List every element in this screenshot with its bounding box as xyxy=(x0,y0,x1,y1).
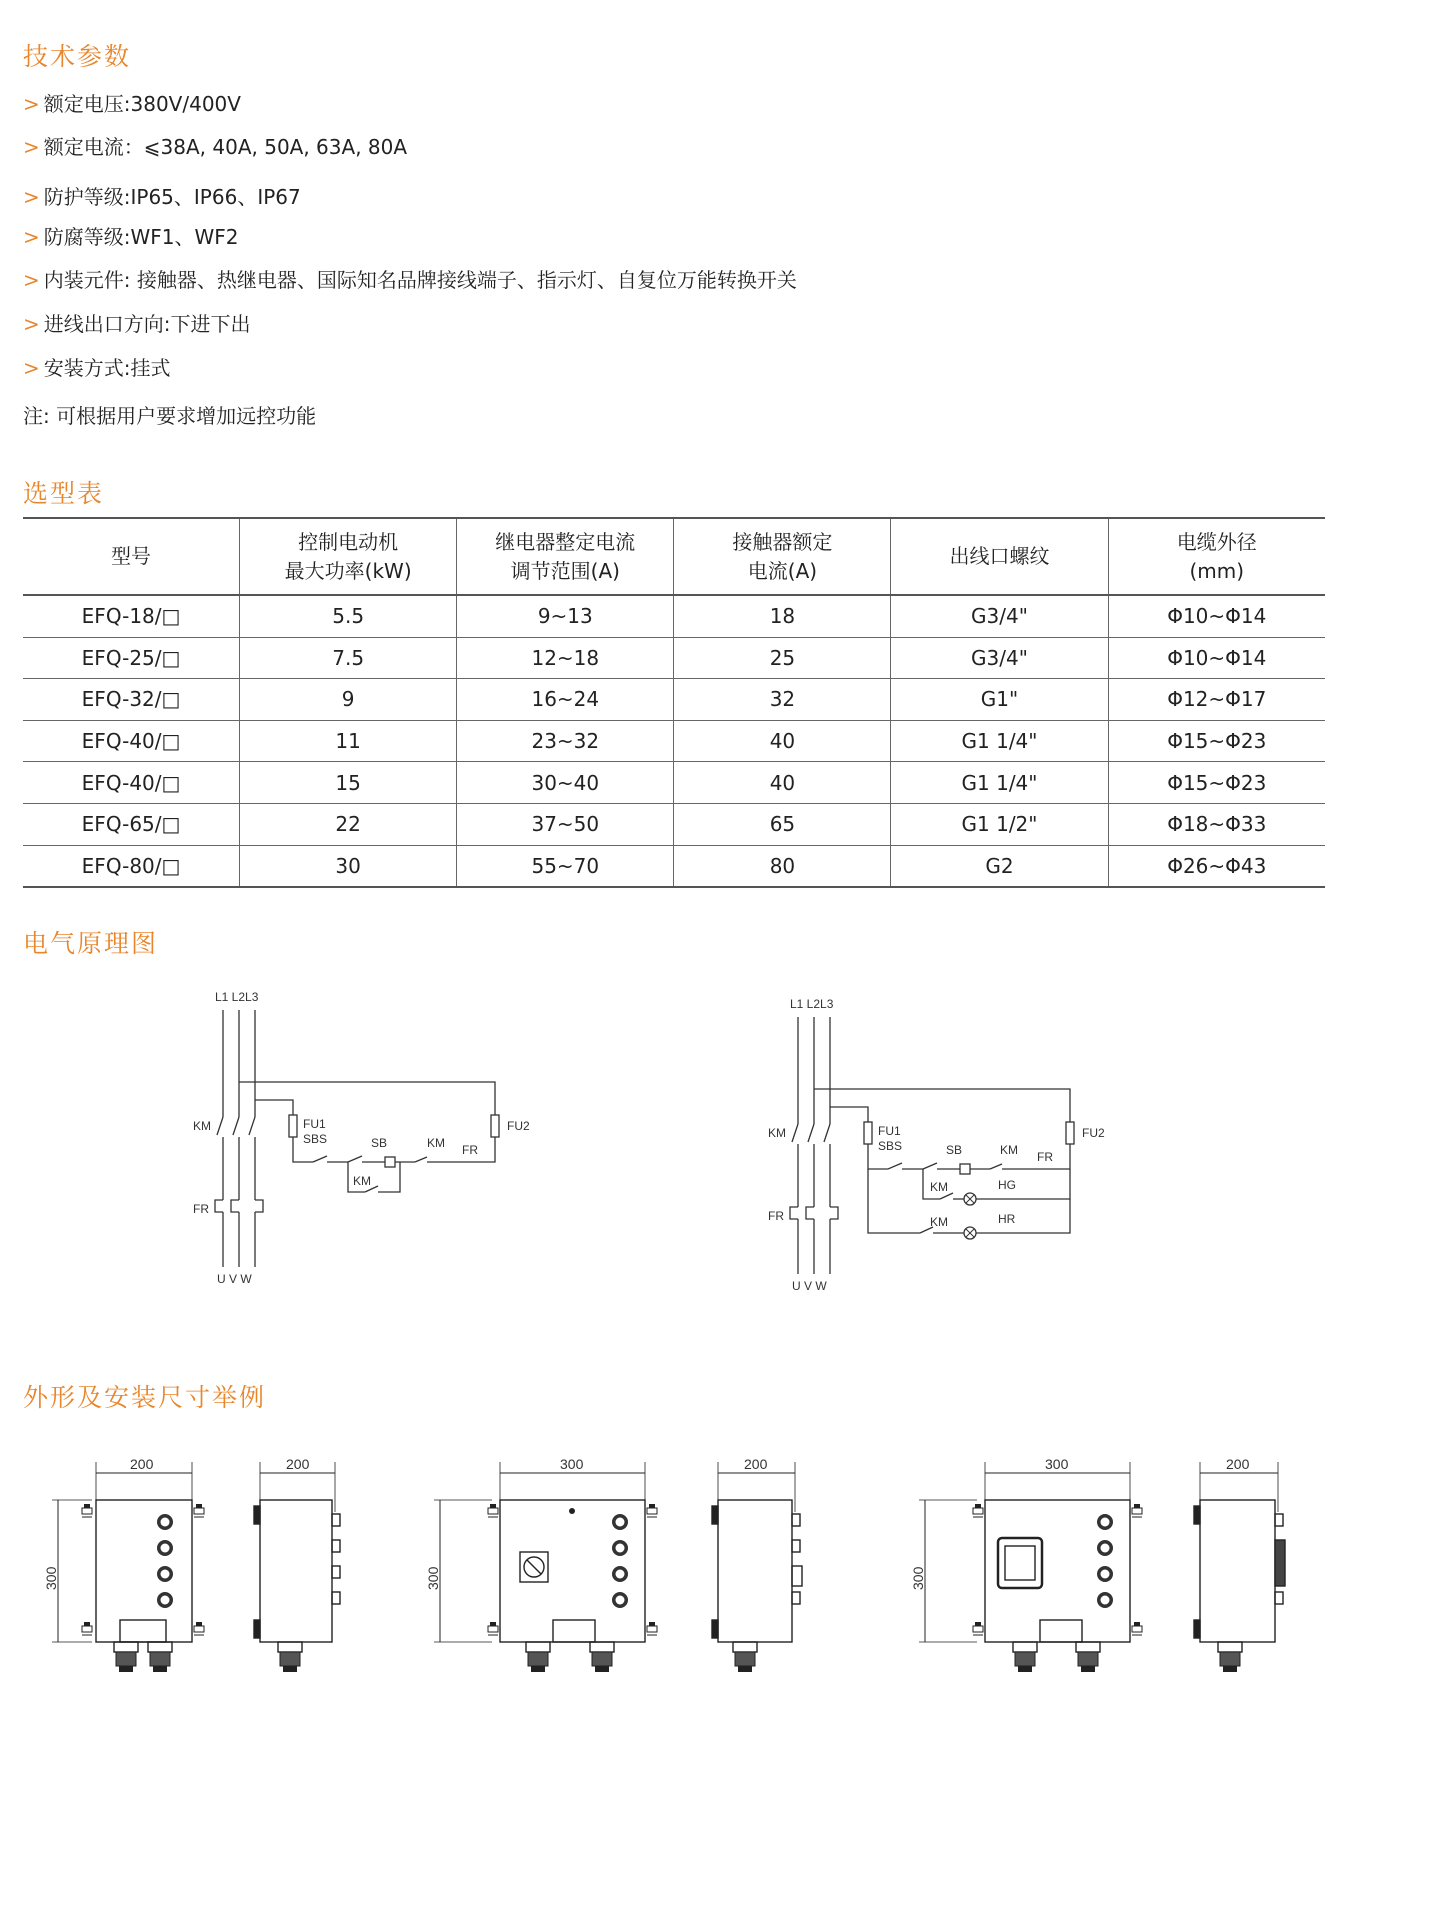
table-header-line: 型号 xyxy=(111,544,152,568)
table-cell: 37~50 xyxy=(457,803,674,845)
tech-spec-item xyxy=(23,352,171,381)
d1-output-labels: U V W xyxy=(217,1272,252,1286)
table-header-cell xyxy=(891,518,1108,595)
drawing-1-side xyxy=(254,1462,340,1642)
table-cell: G1" xyxy=(891,679,1108,721)
table-cell: 30~40 xyxy=(457,762,674,804)
schematic-diagram-2 xyxy=(760,992,1120,1302)
d2-output-labels: U V W xyxy=(792,1279,827,1293)
tech-spec-text: 防腐等级:WF1、WF2 xyxy=(43,225,239,249)
drawing-3-side-label: 200 xyxy=(1226,1456,1250,1472)
d1-sb-label: SB xyxy=(371,1136,388,1150)
chevron-right-icon: > xyxy=(23,356,40,380)
drawing-3-side xyxy=(1194,1462,1285,1642)
chevron-right-icon: > xyxy=(23,185,40,209)
tech-note: 注: 可根据用户要求增加远控功能 xyxy=(23,404,317,428)
table-header-cell xyxy=(23,518,240,595)
table-cell: Φ18~Φ33 xyxy=(1108,803,1325,845)
table-row xyxy=(23,595,1325,637)
tech-section-title: 技术参数 xyxy=(23,42,132,71)
table-row xyxy=(23,679,1325,721)
d2-fu2-label: FU2 xyxy=(1082,1126,1105,1140)
table-cell: 7.5 xyxy=(240,637,457,679)
d2-coil-label: KM xyxy=(1000,1143,1018,1157)
table-cell: 22 xyxy=(240,803,457,845)
d1-fu2-label: FU2 xyxy=(507,1119,530,1133)
d2-fu1-label: FU1 xyxy=(878,1124,901,1138)
chevron-right-icon: > xyxy=(23,225,40,249)
d1-sbs-label: SBS xyxy=(303,1132,328,1146)
table-cell: Φ10~Φ14 xyxy=(1108,595,1325,637)
tech-spec-item xyxy=(23,221,239,250)
table-cell: EFQ-80/□ xyxy=(23,845,240,887)
table-cell: Φ26~Φ43 xyxy=(1108,845,1325,887)
table-cell: 40 xyxy=(674,720,891,762)
tech-spec-text: 额定电压:380V/400V xyxy=(43,92,241,116)
table-header-line: 控制电动机 xyxy=(298,529,399,554)
drawing-3-width-label: 300 xyxy=(1045,1456,1069,1472)
table-cell: 25 xyxy=(674,637,891,679)
table-cell: G1 1/4" xyxy=(891,720,1108,762)
table-cell: 80 xyxy=(674,845,891,887)
drawing-1-side-label: 200 xyxy=(286,1456,310,1472)
d2-fr-contact-label: FR xyxy=(1037,1150,1053,1164)
table-cell: EFQ-18/□ xyxy=(23,595,240,637)
d2-hr-label: HR xyxy=(998,1212,1016,1226)
selection-section-title: 选型表 xyxy=(23,479,105,508)
d2-supply-label: L1 L2L3 xyxy=(790,997,834,1011)
table-header-line: (mm) xyxy=(1189,558,1245,583)
table-header-line: 最大功率(kW) xyxy=(284,558,412,583)
schematic-section-title: 电气原理图 xyxy=(23,929,159,958)
table-row xyxy=(23,803,1325,845)
d2-km-hold-label: KM xyxy=(930,1180,948,1194)
tech-spec-text: 内装元件: 接触器、热继电器、国际知名品牌接线端子、指示灯、自复位万能转换开关 xyxy=(43,268,797,292)
table-header-line: 出线口螺纹 xyxy=(949,544,1050,568)
table-cell: Φ15~Φ23 xyxy=(1108,720,1325,762)
tech-spec-item xyxy=(23,181,301,210)
chevron-right-icon: > xyxy=(23,312,40,336)
selection-table xyxy=(23,517,1325,888)
tech-spec-text: 防护等级:IP65、IP66、IP67 xyxy=(43,185,301,209)
dimensions-section-title: 外形及安装尺寸举例 xyxy=(23,1383,267,1412)
drawing-2-side xyxy=(712,1462,802,1642)
tech-spec-item xyxy=(23,308,251,337)
table-cell: EFQ-25/□ xyxy=(23,637,240,679)
table-cell: G2 xyxy=(891,845,1108,887)
table-row xyxy=(23,845,1325,887)
d2-fr-label: FR xyxy=(768,1209,784,1223)
tech-spec-text: 额定电流：⩽38A, 40A, 50A, 63A, 80A xyxy=(43,135,408,159)
tech-spec-item xyxy=(23,88,241,117)
table-cell: G1 1/2" xyxy=(891,803,1108,845)
d2-km-aux-label: KM xyxy=(930,1215,948,1229)
table-cell: 32 xyxy=(674,679,891,721)
table-header-line: 调节范围(A) xyxy=(510,558,620,583)
table-cell: 23~32 xyxy=(457,720,674,762)
table-row xyxy=(23,637,1325,679)
tech-spec-text: 安装方式:挂式 xyxy=(43,356,171,380)
d1-fr-contact-label: FR xyxy=(462,1143,478,1157)
table-cell: EFQ-65/□ xyxy=(23,803,240,845)
table-cell: Φ10~Φ14 xyxy=(1108,637,1325,679)
selection-table-header xyxy=(23,518,1325,595)
drawing-1-width-label: 200 xyxy=(130,1456,154,1472)
drawing-3-height-label: 300 xyxy=(910,1566,926,1590)
d1-fr-label: FR xyxy=(193,1202,209,1216)
table-cell: Φ15~Φ23 xyxy=(1108,762,1325,804)
table-cell: Φ12~Φ17 xyxy=(1108,679,1325,721)
table-row xyxy=(23,720,1325,762)
table-cell: 55~70 xyxy=(457,845,674,887)
table-header-cell xyxy=(674,518,891,595)
drawing-1-height-label: 300 xyxy=(43,1566,59,1590)
d2-hg-label: HG xyxy=(998,1178,1016,1192)
tech-spec-item xyxy=(23,131,407,160)
table-header-cell xyxy=(240,518,457,595)
drawing-2-height-label: 300 xyxy=(425,1566,441,1590)
table-cell: 11 xyxy=(240,720,457,762)
schematic-diagram-1 xyxy=(185,985,545,1295)
chevron-right-icon: > xyxy=(23,135,40,159)
chevron-right-icon: > xyxy=(23,268,40,292)
enclosure-drawings xyxy=(0,1440,1443,1700)
d1-coil-label: KM xyxy=(427,1136,445,1150)
table-row xyxy=(23,762,1325,804)
table-cell: 9 xyxy=(240,679,457,721)
table-cell: G1 1/4" xyxy=(891,762,1108,804)
table-cell: 18 xyxy=(674,595,891,637)
table-cell: 65 xyxy=(674,803,891,845)
drawing-2-side-label: 200 xyxy=(744,1456,768,1472)
table-cell: 12~18 xyxy=(457,637,674,679)
tech-spec-text: 进线出口方向:下进下出 xyxy=(43,312,251,336)
tech-spec-item xyxy=(23,264,797,293)
d1-supply-label: L1 L2L3 xyxy=(215,990,259,1004)
table-cell: G3/4" xyxy=(891,595,1108,637)
table-cell: 30 xyxy=(240,845,457,887)
table-header-line: 继电器整定电流 xyxy=(495,529,636,554)
table-cell: 5.5 xyxy=(240,595,457,637)
table-cell: EFQ-40/□ xyxy=(23,720,240,762)
d1-fu1-label: FU1 xyxy=(303,1117,326,1131)
table-header-cell xyxy=(457,518,674,595)
table-cell: 15 xyxy=(240,762,457,804)
table-cell: 40 xyxy=(674,762,891,804)
table-cell: G3/4" xyxy=(891,637,1108,679)
table-cell: 9~13 xyxy=(457,595,674,637)
d1-km-label: KM xyxy=(193,1119,211,1133)
d2-km-label: KM xyxy=(768,1126,786,1140)
d2-sb-label: SB xyxy=(946,1143,963,1157)
table-cell: EFQ-32/□ xyxy=(23,679,240,721)
d1-hold-label: KM xyxy=(353,1174,371,1188)
table-header-line: 接触器额定 xyxy=(732,529,833,554)
drawing-2-width-label: 300 xyxy=(560,1456,584,1472)
chevron-right-icon: > xyxy=(23,92,40,116)
d2-sbs-label: SBS xyxy=(878,1139,903,1153)
table-cell: 16~24 xyxy=(457,679,674,721)
table-header-line: 电流(A) xyxy=(747,558,818,583)
table-header-line: 电缆外径 xyxy=(1176,529,1257,554)
table-header-cell xyxy=(1108,518,1325,595)
table-cell: EFQ-40/□ xyxy=(23,762,240,804)
